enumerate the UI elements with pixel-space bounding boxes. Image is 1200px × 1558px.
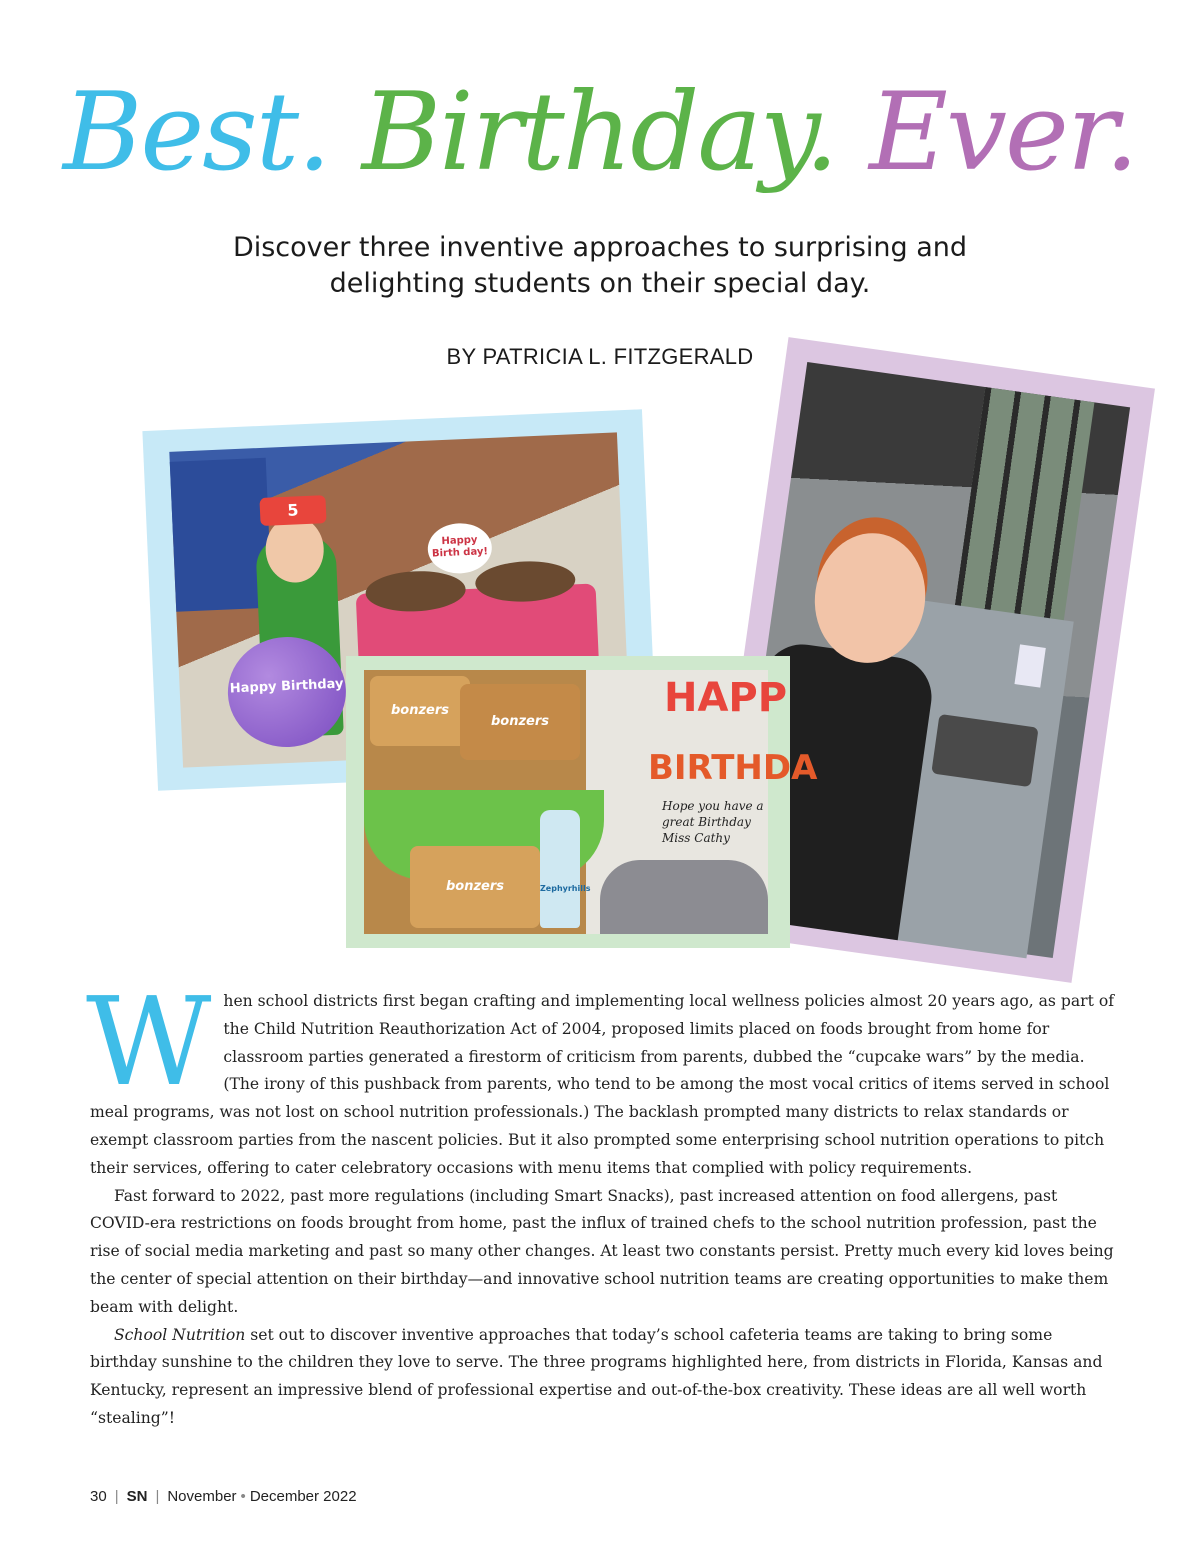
cookie-package bbox=[410, 846, 540, 928]
cookie-brand: bonzers bbox=[445, 879, 505, 894]
paragraph-1-text: hen school districts first began crafting and implementing local wellness policies almost 20 years ago, as part of the Child Nutrition Reauthorization Act of 2004, proposed limits placed on foods brought from home for classroom parties generated a firestorm of criticism from parents, dubbed the “cupcake wars” by the media. (The irony of this pushback from parents, who tend to be among the most vocal critics of items served in school meal programs, was not lost on school nutrition professionals.) The backlash prompted many districts to relax standards or exempt classroom parties from the nascent policies. But it also prompted some enterprising school nutrition operations to pitch their services, offering to cater celebratory occasions with menu items that complied with policy requirements. bbox=[90, 992, 1114, 1177]
birthday-sign bbox=[427, 522, 493, 575]
hat-number: 5 bbox=[286, 500, 299, 520]
publication-name: School Nutrition bbox=[114, 1325, 246, 1344]
milk-carton bbox=[1014, 644, 1045, 687]
divider: | bbox=[155, 1488, 160, 1505]
photo-cookies-image bbox=[364, 670, 818, 934]
divider: | bbox=[114, 1488, 119, 1505]
cookie-brand: bonzers bbox=[390, 703, 450, 718]
crown-hat bbox=[259, 495, 326, 526]
balloon-text: Happy Birthday bbox=[229, 676, 344, 697]
title-word-ever: Ever. bbox=[869, 70, 1137, 195]
water-brand: Zephyrhills bbox=[540, 884, 591, 893]
article-title bbox=[0, 68, 1200, 198]
photo-cookies-card bbox=[346, 656, 818, 948]
cookie-brand: bonzers bbox=[490, 714, 550, 729]
issue-month-2: December 2022 bbox=[249, 1488, 357, 1505]
paragraph-3 bbox=[90, 1322, 1114, 1433]
paragraph-3-text: set out to discover inventive approaches that today’s school cafeteria teams are taking to bring some birthday sunshine to the children they love to serve. The three programs highlighted here, from districts in Florida, Kansas and Kentucky, represent an impressive blend of professional expertise and out-of-the-box creativity. These ideas are all well worth “stealing”! bbox=[90, 1325, 1103, 1427]
byline: BY PATRICIA L. FITZGERALD bbox=[446, 344, 754, 369]
page-footer bbox=[90, 1488, 690, 1505]
article-subtitle: Discover three inventive approaches to surprising and delighting students on their special day. bbox=[232, 232, 968, 299]
paragraph-1 bbox=[86, 971, 1114, 1183]
cookie-package bbox=[370, 676, 470, 746]
stuffed-toy bbox=[600, 860, 768, 934]
sign-text: Happy Birth day! bbox=[431, 534, 489, 560]
issue-month: November bbox=[167, 1488, 237, 1505]
magazine-name: SN bbox=[126, 1488, 148, 1505]
card-happy: HAPP bbox=[664, 675, 788, 721]
card-signature: Hope you have a great Birthday Miss Cathy bbox=[662, 799, 764, 845]
title-word-birthday: Birthday. bbox=[361, 70, 837, 195]
page-number: 30 bbox=[90, 1488, 107, 1505]
dot-separator: • bbox=[240, 1488, 246, 1505]
title-word-best: Best. bbox=[63, 70, 330, 195]
water-bottle bbox=[540, 810, 591, 928]
article-body bbox=[86, 971, 1114, 1433]
card-birthday: BIRTHDA bbox=[648, 748, 818, 788]
drop-cap: W bbox=[86, 971, 212, 1113]
paragraph-2: Fast forward to 2022, past more regulations (including Smart Snacks), past increased attention on food allergens, past COVID-era restrictions on foods brought from home, past the influx of trained chefs to the school nutrition profession, past the rise of social media marketing and past so many other changes. At least two constants persist. Pretty much every kid loves being the center of special attention on their birthday—and innovative school nutrition teams are creating opportunities to make them beam with delight. bbox=[90, 1186, 1114, 1316]
cookie-package bbox=[460, 684, 580, 760]
